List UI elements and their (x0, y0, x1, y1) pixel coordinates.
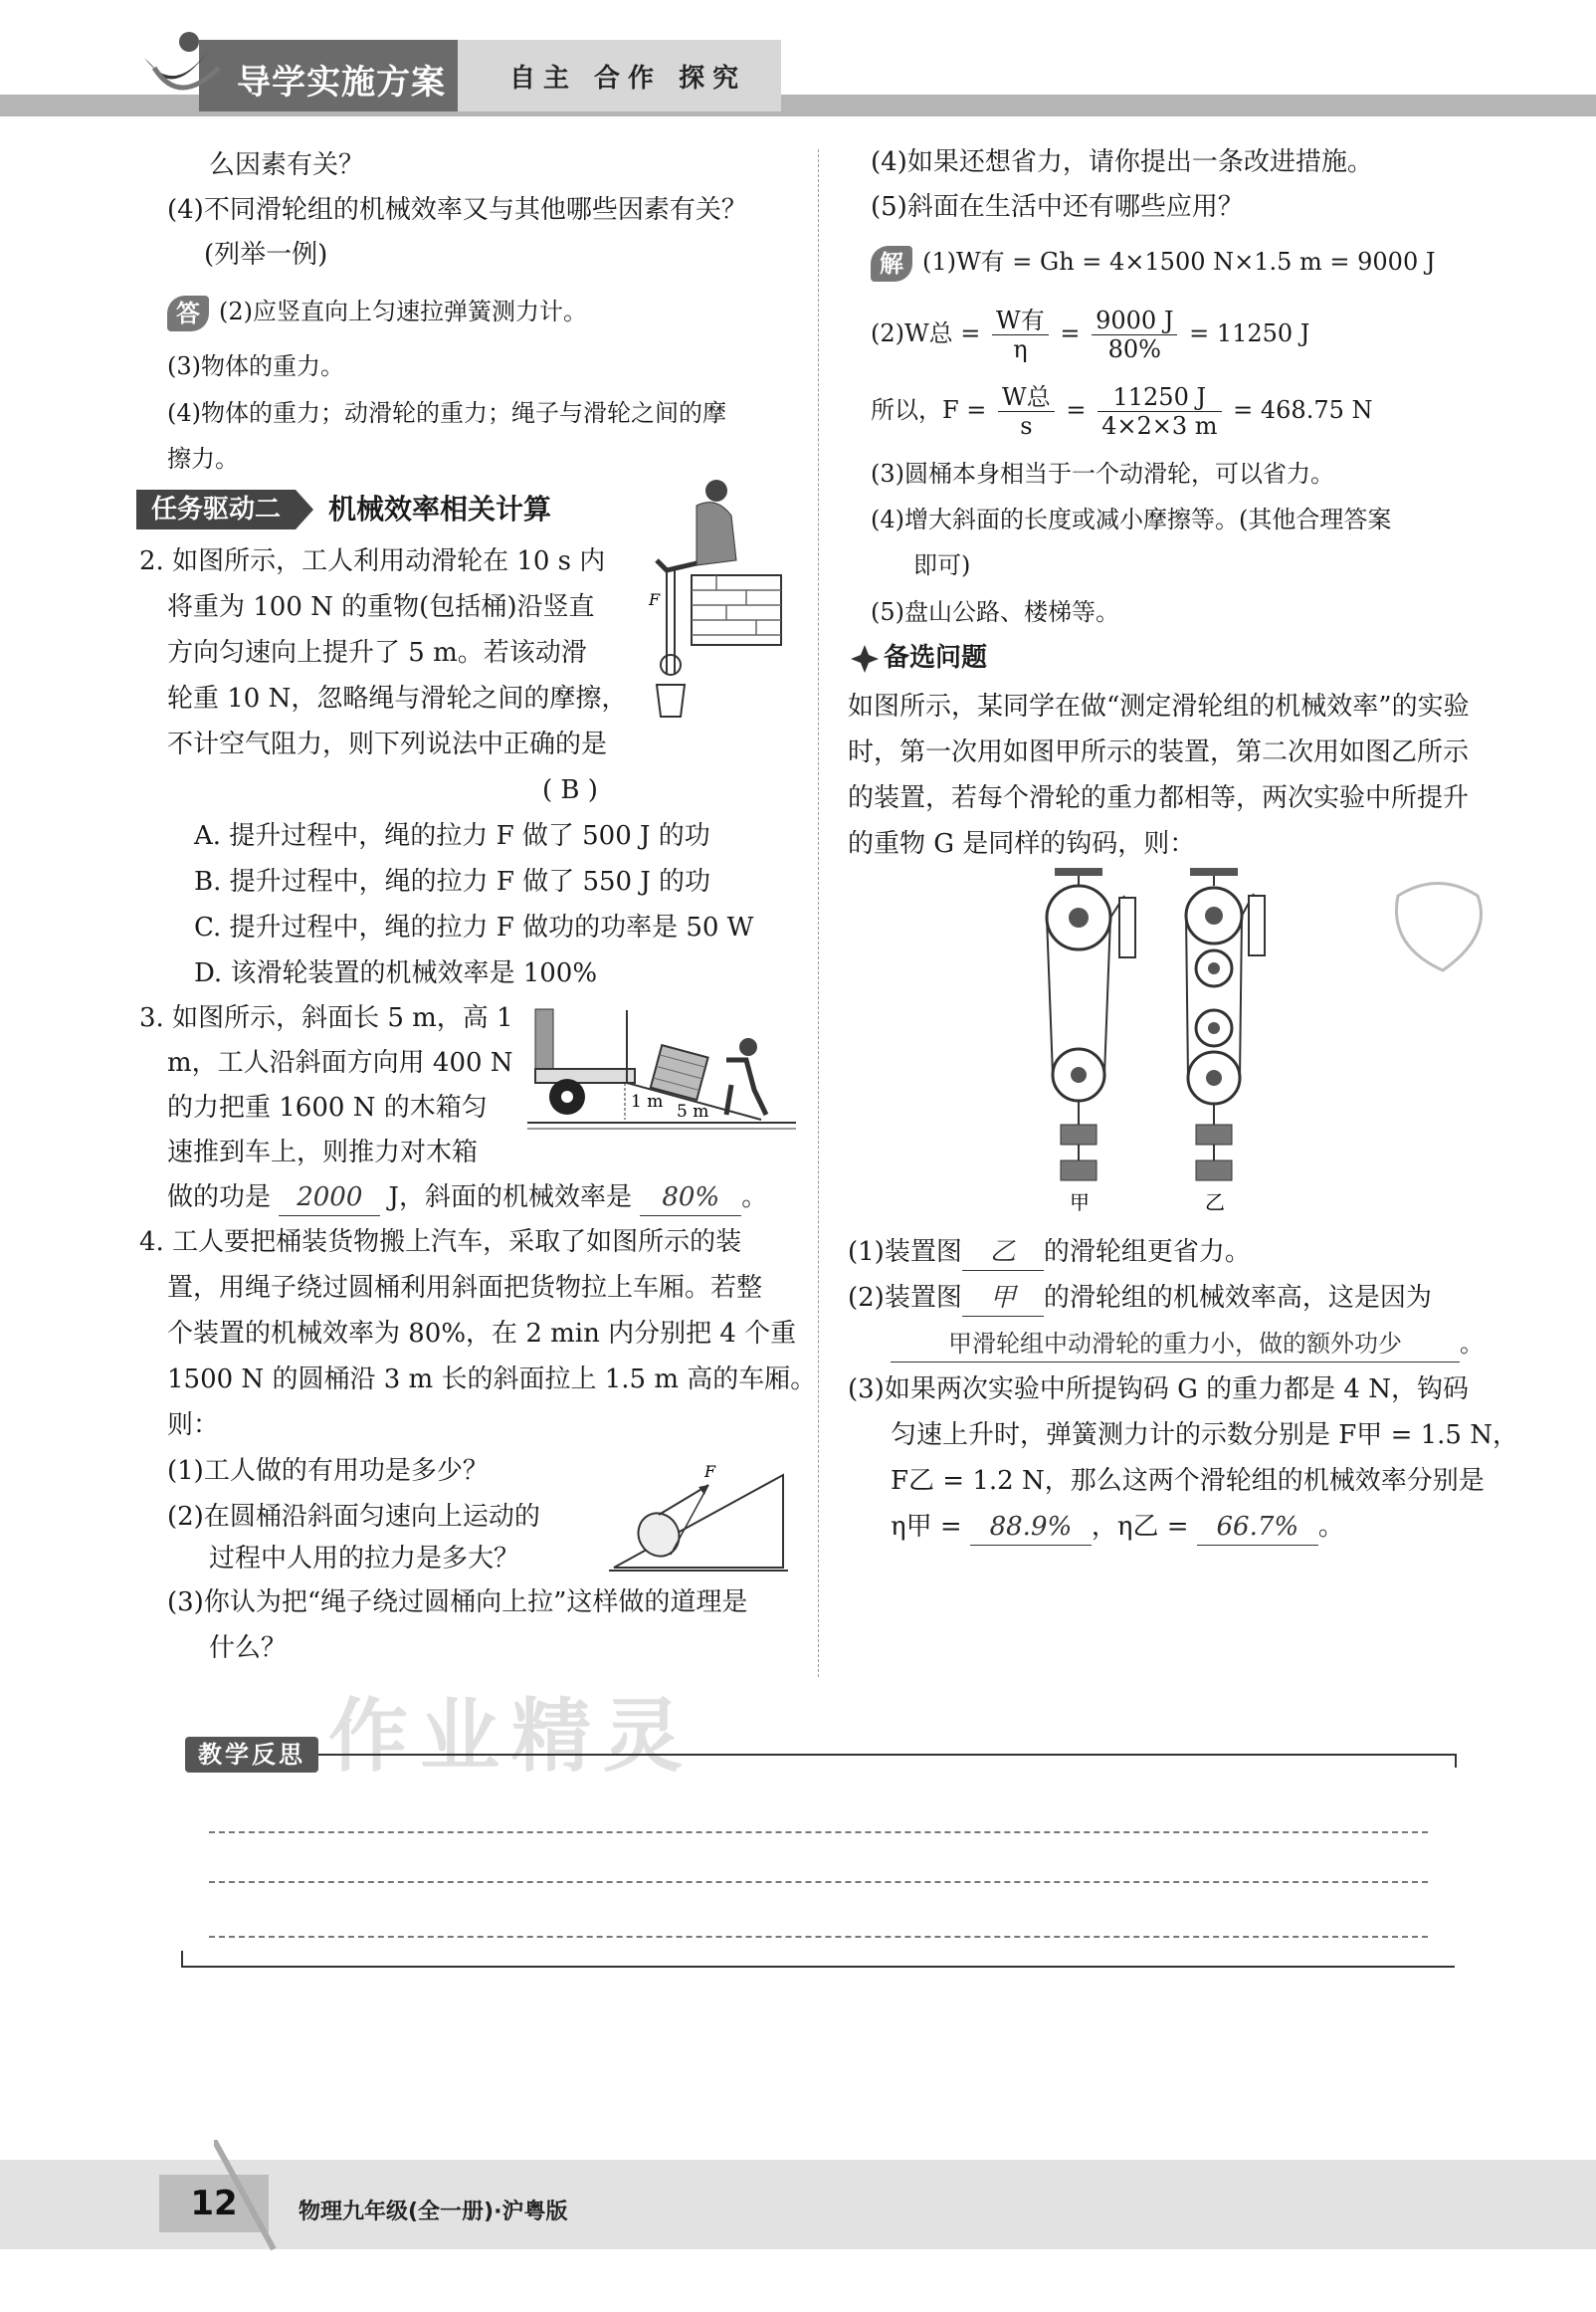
reflection-label: 教学反思 (185, 1737, 318, 1773)
pulley-systems-figure (1035, 866, 1323, 1224)
p2-answer: ( B ) (542, 775, 598, 805)
solution-badge: 解 (871, 246, 912, 282)
task-arrow-icon (296, 490, 313, 529)
answer-badge: 答 (167, 296, 209, 331)
right-q4: (4)如果还想省力，请你提出一条改进措施。 (871, 147, 1373, 177)
left-q4b: (列举一例) (204, 240, 328, 270)
p3-line-5: 做的功是 2000 J，斜面的机械效率是 80% 。 (167, 1179, 767, 1216)
p2-option-d: D. 该滑轮装置的机械效率是 100% (194, 958, 598, 988)
column-divider (818, 149, 819, 1677)
p2-option-c: C. 提升过程中，绳的拉力 F 做功的功率是 50 W (194, 913, 754, 943)
p4-q1: (1)工人做的有用功是多少？ (167, 1456, 489, 1486)
solution-1-text: (1)W有 = Gh = 4×1500 N×1.5 m = 9000 J (922, 248, 1436, 276)
reflection-bottom-line (181, 1966, 1455, 1968)
reflection-dash-line-2 (209, 1881, 1428, 1883)
solution-2b: 所以，F = $\frac{\text{W总}}{s}$ = $\frac{11250 J}{4\times 2\times 3 m}$ = 468.75 N (871, 383, 1373, 440)
answer-line-2 (167, 294, 587, 331)
p3-line-4: 速推到车上，则推力对木箱 (167, 1138, 479, 1167)
p4-line-3: 个装置的机械效率为 80%，在 2 min 内分别把 4 个重 (167, 1319, 797, 1349)
solution-1 (871, 244, 1435, 282)
p3-work-answer: 2000 (279, 1179, 380, 1216)
p4-line-5: 则： (167, 1410, 220, 1440)
bq2: (2)装置图 甲 的滑轮组的机械效率高，这是因为 (848, 1280, 1432, 1317)
p4-q3a: (3)你认为把“绳子绕过圆桶向上拉”这样做的道理是 (167, 1587, 748, 1617)
reflection-top-line (318, 1754, 1455, 1756)
footer-slash-icon (214, 2140, 294, 2259)
bq1-answer: 乙 (962, 1234, 1044, 1271)
fig2-force-label: F (649, 590, 661, 609)
p4-line-2: 置，用绳子绕过圆桶利用斜面把货物拉上车厢。若整 (167, 1273, 763, 1303)
p2-line-2: 将重为 100 N 的重物(包括桶)沿竖直 (167, 592, 595, 622)
solution-3: (3)圆桶本身相当于一个动滑轮，可以省力。 (871, 460, 1334, 488)
header-subtitle: 自主 合作 探究 (509, 64, 747, 94)
page-number: 12 (159, 2175, 269, 2232)
p3-line-3: 的力把重 1600 N 的木箱匀 (167, 1093, 488, 1123)
bq3-line-1: (3)如果两次实验中所提钩码 G 的重力都是 4 N，钩码 (848, 1374, 1469, 1404)
logo-icon (134, 28, 224, 107)
bq3-line-3: F乙 = 1.2 N，那么这两个滑轮组的机械效率分别是 (891, 1466, 1485, 1496)
bq2-reason: 甲滑轮组中动滑轮的重力小，做的额外功少 (891, 1326, 1460, 1363)
p3-line-1: 3. 如图所示，斜面长 5 m，高 1 (139, 1003, 513, 1033)
bq3-line-2: 匀速上升时，弹簧测力计的示数分别是 F甲 = 1.5 N， (891, 1420, 1518, 1450)
p4-line-1: 4. 工人要把桶装货物搬上汽车，采取了如图所示的装 (139, 1227, 742, 1257)
p4-q3b: 什么？ (209, 1633, 288, 1663)
answer-3: (3)物体的重力。 (167, 352, 344, 380)
fig-jia-label: 甲 (1070, 1190, 1090, 1214)
right-q5: (5)斜面在生活中还有哪些应用？ (871, 192, 1244, 222)
eta-yi-answer: 66.7% (1197, 1509, 1318, 1546)
task-title: 机械效率相关计算 (328, 493, 552, 525)
p4-q2a: (2)在圆桶沿斜面匀速向上运动的 (167, 1502, 540, 1532)
backup-line-3: 的装置，若每个滑轮的重力都相等，两次实验中所提升 (848, 783, 1470, 813)
p2-option-b: B. 提升过程中，绳的拉力 F 做了 550 J 的功 (194, 867, 711, 897)
backup-line-2: 时，第一次用如图甲所示的装置，第二次用如图乙所示 (848, 737, 1470, 767)
task-label: 任务驱动二 (136, 490, 296, 529)
fig-yi-label: 乙 (1205, 1190, 1225, 1214)
reflection-dash-line-1 (209, 1831, 1428, 1833)
answer-4b: 擦力。 (167, 445, 239, 473)
reflection-dash-line-3 (209, 1936, 1428, 1938)
backup-line-4: 的重物 G 是同样的钩码，则： (848, 829, 1196, 859)
p4-q2b: 过程中人用的拉力是多大？ (209, 1544, 520, 1574)
ramp-truck-figure (527, 1005, 796, 1145)
p2-line-4: 轮重 10 N，忽略绳与滑轮之间的摩擦， (167, 684, 628, 714)
p3-line-2: m，工人沿斜面方向用 400 N (167, 1048, 513, 1078)
header-title: 导学实施方案 (237, 63, 446, 103)
bq1: (1)装置图 乙 的滑轮组更省力。 (848, 1234, 1251, 1271)
p4-line-4: 1500 N 的圆桶沿 3 m 长的斜面拉上 1.5 m 高的车厢。 (167, 1365, 817, 1394)
fig4-force-label: F (704, 1463, 716, 1481)
worker-pulley-figure (637, 476, 786, 725)
watermark-text: 作业精灵 (328, 1690, 695, 1783)
solution-5: (5)盘山公路、楼梯等。 (871, 598, 1119, 626)
left-cont-line: 么因素有关？ (209, 150, 365, 180)
sol2b-frac-2: $\frac{11250 J}{4\times 2\times 3 m}$ (1097, 383, 1221, 440)
solution-2: (2)W总 = $\frac{\text{W有}}{\eta}$ = $\frac{9000 J}{80\%}$ = 11250 J (871, 307, 1310, 363)
sol2-frac-2: $\frac{9000 J}{80\%}$ (1092, 307, 1177, 363)
barrel-incline-figure (609, 1463, 788, 1577)
backup-line-1: 如图所示，某同学在做“测定滑轮组的机械效率”的实验 (848, 692, 1470, 722)
bq2-reason-line: 甲滑轮组中动滑轮的重力小，做的额外功少 。 (891, 1326, 1484, 1363)
answer-2-text: (2)应竖直向上匀速拉弹簧测力计。 (219, 298, 587, 325)
diamond-star-icon (851, 645, 879, 673)
reflection-left-tick (181, 1951, 183, 1966)
p2-option-a: A. 提升过程中，绳的拉力 F 做了 500 J 的功 (194, 821, 710, 851)
bq2-answer: 甲 (962, 1280, 1044, 1317)
backup-title: 备选问题 (884, 643, 988, 673)
solution-4b: 即可) (913, 551, 971, 579)
p2-line-3: 方向匀速向上提升了 5 m。若该动滑 (167, 638, 587, 668)
book-title: 物理九年级(全一册)·沪粤版 (299, 2200, 568, 2224)
sol2-frac-1: $\frac{\text{W有}}{\eta}$ (992, 307, 1049, 363)
fig3-length-label: 5 m (677, 1102, 709, 1122)
bq3-line-4: η甲 = 88.9% ，η乙 = 66.7% 。 (891, 1509, 1344, 1546)
fig3-height-label: 1 m (631, 1092, 664, 1112)
left-q4: (4)不同滑轮组的机械效率又与其他哪些因素有关？ (167, 195, 747, 225)
solution-4a: (4)增大斜面的长度或减小摩擦等。(其他合理答案 (871, 506, 1392, 533)
stamp-icon (1383, 876, 1493, 975)
p2-line-1: 2. 如图所示，工人利用动滑轮在 10 s 内 (139, 546, 606, 576)
answer-4a: (4)物体的重力；动滑轮的重力；绳子与滑轮之间的摩 (167, 399, 726, 427)
p2-line-5: 不计空气阻力，则下列说法中正确的是 (167, 730, 608, 759)
sol2b-frac-1: $\frac{\text{W总}}{s}$ (998, 383, 1055, 440)
p3-efficiency-answer: 80% (640, 1179, 741, 1216)
reflection-right-tick (1455, 1754, 1457, 1768)
eta-jia-answer: 88.9% (970, 1509, 1092, 1546)
